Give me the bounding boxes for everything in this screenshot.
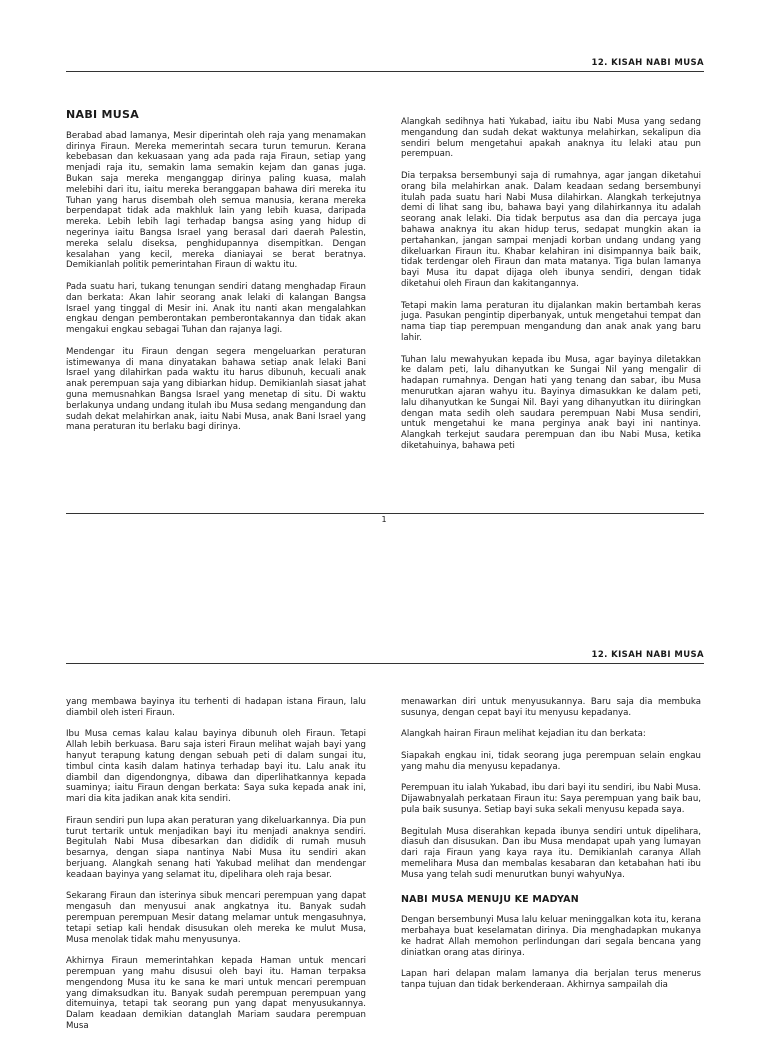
page-header [66,650,704,664]
paragraph: Berabad abad lamanya, Mesir diperintah oleh raja yang menamakan dirinya Firaun. Mereka memerintah secara turun temurun. Kerana kebebasan dan kekuasaan yang ada pada raja Firaun, setiap yang menjadi raja itu, semakin lama semakin kejam dan ganas juga. Bukan saja mereka menganggap dirinya paling kuasa, malah melebihi dari itu, iaitu mereka beranggapan bahawa diri mereka itu Tuhan yang harus disembah oleh semua manusia, kerana mereka berpendapat tidak ada makhluk lain yang lebih kuasa, daripada mereka. Lebih lebih lagi terhadap bangsa asing yang hidup di negerinya iaitu Bangsa Israel yang berasal dari daerah Palestin, mereka selalu diseksa, penghidupannya disempitkan. Dengan kesalahan yang kecil, mereka dianiayai se berat beratnya. Demikianlah politik pemerintahan Firaun di waktu itu. [66,130,366,271]
page-footer-rule [66,513,704,514]
paragraph: Perempuan itu ialah Yukabad, ibu dari bayi itu sendiri, ibu Nabi Musa. Dijawabnyalah perkataan Firaun itu: Saya perempuan yang baik bau, pula baik susunya. Setiap bayi suka sekali menyusu kepada saya. [401,783,701,815]
paragraph: Akhirnya Firaun memerintahkan kepada Haman untuk mencari perempuan yang mahu disusui oleh bayi itu. Haman terpaksa mengendong Musa itu ke sana ke mari untuk mencari perempuan yang dimaksudkan itu. Banyak sudah perempuan perempuan yang ditemuinya, tetapi tak seorang pun yang dapat menyusukannya. Dalam keadaan demikian datanglah Mariam saudara perempuan Musa [66,956,366,1031]
paragraph: Lapan hari delapan malam lamanya dia berjalan terus menerus tanpa tujuan dan tidak berkenderaan. Akhirnya sampailah dia [401,969,701,991]
page1-right-column [401,117,701,463]
page1-body [0,100,768,472]
paragraph: Tetapi makin lama peraturan itu dijalankan makin bertambah keras juga. Pasukan pengintip diperbanyak, untuk mengetahui tempat dan nama tiap tiap perempuan mengandung dan anak anak yang baru lahir. [401,300,701,343]
page2-left-column [66,697,366,1043]
paragraph: Pada suatu hari, tukang tenungan sendiri datang menghadap Firaun dan berkata: Akan lahir seorang anak lelaki di kalangan Bangsa Israel yang tinggal di Mesir ini. Anak itu nanti akan mengalahkan engkau dengan pemberontakan pemberontakannya dan tidak akan mengakui engkau sebagai Tuhan dan rajanya lagi. [66,281,366,336]
page-number: 1 [381,515,387,524]
paragraph: Ibu Musa cemas kalau kalau bayinya dibunuh oleh Firaun. Tetapi Allah lebih berkuasa. Baru saja isteri Firaun melihat wajah bayi yang hanyut terapung katung dengan sebuah peti di dalam sungai itu, timbul cinta kasih dalam hatinya terhadap bayi itu. Lalu anak itu diambil dan digendongnya, dibawa dan diperlihatkannya kepada suaminya; iaitu Firaun dengan berkata: Saya suka kepada anak ini, mari dia kita jadikan anak kita sendiri. [66,729,366,805]
page2-body [0,697,768,1031]
paragraph: Dia terpaksa bersembunyi saja di rumahnya, agar jangan diketahui orang bila melahirkan anak. Dalam keadaan sedang bersembunyi itulah pada suatu hari Nabi Musa dilahirkan. Alangkah terkejutnya demi di lihat sang ibu, bahawa bayi yang dilahirkannya itu adalah seorang anak lelaki. Dia tidak berputus asa dan dia percaya juga bahawa anaknya itu akan hidup terus, sedapat mungkin akan ia pertahankan, jangan sampai menjadi korban undang undang yang dikeluarkan Firaun itu. Khabar kelahiran ini disimpannya baik baik, tidak terdengar oleh Firaun dan mata matanya. Tiga bulan lamanya bayi Musa itu dapat dijaga oleh ibunya sendiri, dengan tidak diketahui oleh Firaun dan kakitangannya. [401,170,701,289]
section-heading: NABI MUSA [66,108,140,121]
page2-right-column [401,697,701,1002]
running-title: 12. KISAH NABI MUSA [591,650,704,660]
paragraph: menawarkan diri untuk menyusukannya. Baru saja dia membuka susunya, dengan cepat bayi itu menyusu kepadanya. [401,697,701,718]
running-title: 12. KISAH NABI MUSA [591,58,704,68]
section-heading: NABI MUSA MENUJU KE MADYAN [401,893,579,905]
paragraph: Alangkah sedihnya hati Yukabad, iaitu ibu Nabi Musa yang sedang mengandung dan sudah dekat waktunya melahirkan, sekalipun dia sendiri belum mengetahui apakah anaknya itu lelaki atau pun perempuan. [401,117,701,160]
page1-left-column [66,110,366,444]
paragraph: Sekarang Firaun dan isterinya sibuk mencari perempuan yang dapat mengasuh dan menyusui anak angkatnya itu. Banyak sudah perempuan perempuan Mesir datang melamar untuk mengasuhnya, tetapi setiap kali hendak disusukan oleh mereka ke mulut Musa, Musa menolak tidak mahu menyusunya. [66,891,366,945]
paragraph: Tuhan lalu mewahyukan kepada ibu Musa, agar bayinya diletakkan ke dalam peti, lalu dihanyutkan ke Sungai Nil yang mengalir di hadapan rumahnya. Dengan hati yang tenang dan sabar, ibu Musa menurutkan ajaran wahyu itu. Bayinya dimasukkan ke dalam peti, lalu dihanyutkan ke Sungai Nil. Bayi yang dihanyutkan itu diiringkan dengan mata sedih oleh saudara perempuan Nabi Musa sendiri, untuk mengetahui ke mana perginya anak bayi ini nantinya. Alangkah terkejut saudara perempuan dan ibu Nabi Musa, ketika diketahuinya, bahawa peti [401,354,701,451]
paragraph: Firaun sendiri pun lupa akan peraturan yang dikeluarkannya. Dia pun turut tertarik untuk menjadikan bayi itu menjadi anaknya sendiri. Begitulah Nabi Musa dibesarkan dan dididik di rumah musuh besarnya, dengan siapa nantinya Nabi Musa itu sendiri akan berjuang. Alangkah senang hati Yakubad melihat dan mendengar keadaan bayinya yang selamat itu, dipelihara oleh raja besar. [66,815,366,880]
paragraph: yang membawa bayinya itu terhenti di hadapan istana Firaun, lalu diambil oleh isteri Firaun. [66,697,366,718]
paragraph: Mendengar itu Firaun dengan segera mengeluarkan peraturan istimewanya di mana dinyatakan bahawa setiap anak lelaki Bani Israel yang dilahirkan pada waktu itu harus dibunuh, kecuali anak anak perempuan saja yang dibiarkan hidup. Demikianlah siasat jahat guna memusnahkan Bangsa Israel yang menetap di situ. Di waktu berlakunya undang undang itulah ibu Musa sedang mengandung dan sudah dekat melahirkan anak, iaitu Nabi Musa, anak Bani Israel yang mana peraturan itu berlaku bagi dirinya. [66,346,366,433]
paragraph: Begitulah Musa diserahkan kepada ibunya sendiri untuk dipelihara, diasuh dan disusukan. Dan ibu Musa mendapat upah yang lumayan dari raja Firaun yang kaya raya itu. Demikianlah caranya Allah memelihara Musa dan membalas kesabaran dan ketabahan hati ibu Musa yang telah sudi menurutkan bunyi wahyuNya. [401,826,701,880]
paragraph: Siapakah engkau ini, tidak seorang juga perempuan selain engkau yang mahu dia menyusu kepadanya. [401,750,701,772]
paragraph: Alangkah hairan Firaun melihat kejadian itu dan berkata: [401,729,646,740]
paragraph: Dengan bersembunyi Musa lalu keluar meninggalkan kota itu, kerana merbahaya buat keselamatan dirinya. Dia menghadapkan mukanya ke hadrat Allah memohon perlindungan dari segala bencana yang diniatkan orang atas dirinya. [401,915,701,958]
page-header [66,58,704,72]
